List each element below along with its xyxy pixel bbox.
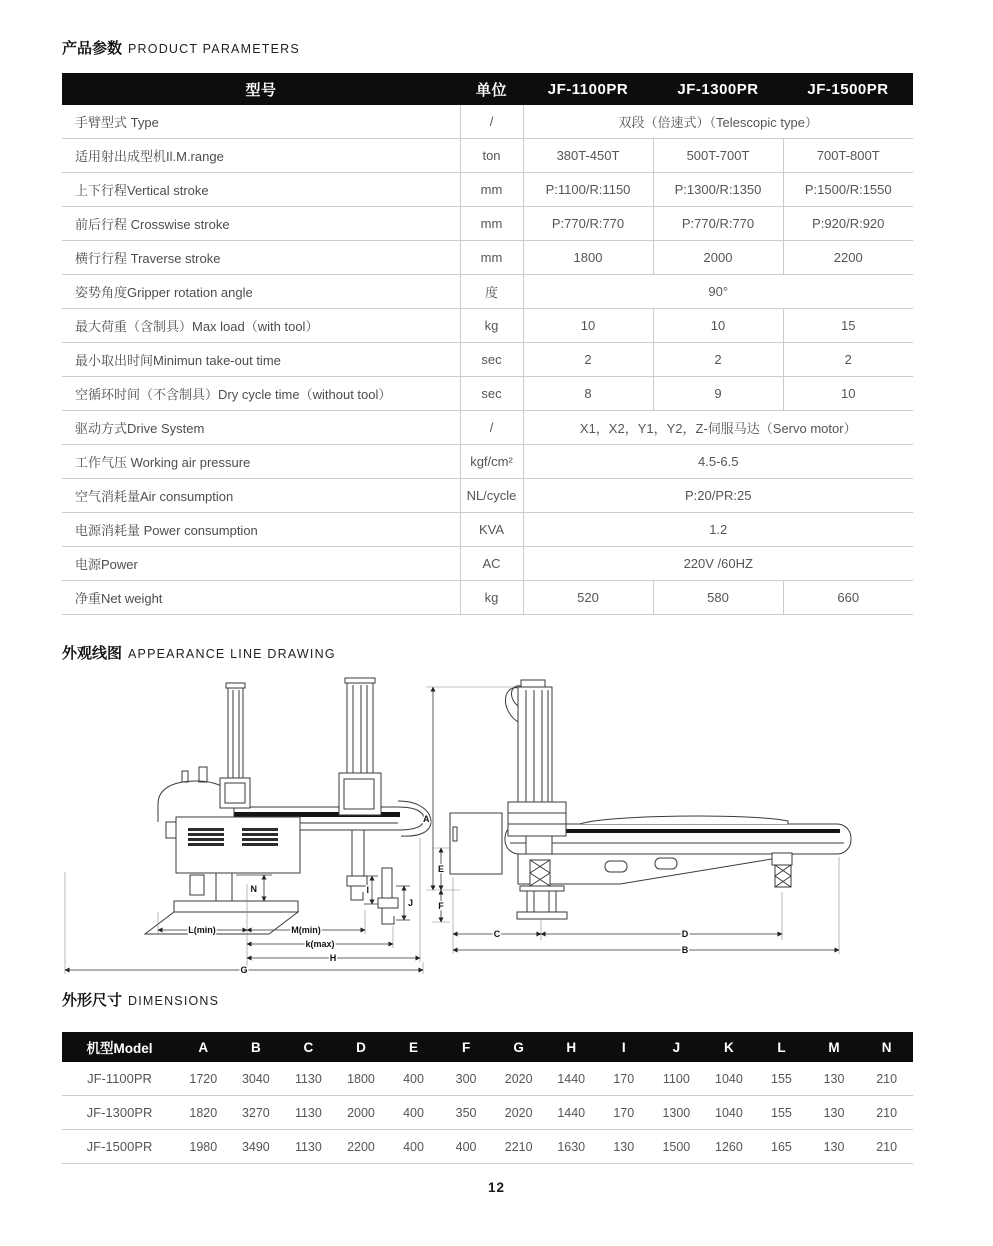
param-label: 姿势角度Gripper rotation angle [62, 275, 460, 309]
param-row-crosswise-stroke [62, 207, 913, 241]
dims-model: JF-1100PR [62, 1062, 177, 1096]
dims-value: 1800 [335, 1062, 388, 1096]
param-unit: ton [460, 139, 523, 173]
param-row-takeout-time [62, 343, 913, 377]
dim-label-m-min: M(min) [291, 925, 321, 935]
dims-value: 1440 [545, 1096, 598, 1130]
section-drawing-title-en: APPEARANCE LINE DRAWING [128, 647, 336, 661]
vertical-arm [347, 830, 367, 900]
dims-header-c: C [282, 1032, 335, 1062]
param-unit: / [460, 411, 523, 445]
pedestal [145, 873, 298, 934]
dims-value: 170 [598, 1062, 651, 1096]
param-unit: KVA [460, 513, 523, 547]
dim-label-a: A [423, 814, 430, 824]
dims-header-h: H [545, 1032, 598, 1062]
section-dimensions-title-en: DIMENSIONS [128, 994, 220, 1008]
dims-header-f: F [440, 1032, 493, 1062]
front-view-drawing [58, 672, 443, 977]
section-dimensions-title [62, 989, 219, 1010]
dims-value: 1820 [177, 1096, 230, 1130]
dims-value: 350 [440, 1096, 493, 1130]
dims-value: 1040 [703, 1062, 756, 1096]
dims-header-model: 机型Model [62, 1032, 177, 1062]
param-value-span: 1.2 [523, 513, 913, 547]
base-frame [518, 853, 772, 884]
dims-header-e: E [387, 1032, 440, 1062]
dims-value: 3270 [230, 1096, 283, 1130]
dims-header-i: I [598, 1032, 651, 1062]
dims-value: 130 [598, 1130, 651, 1164]
section-parameters-title [62, 37, 300, 58]
param-value-span: 双段（倍速式）（Telescopic type） [523, 105, 913, 139]
param-value: 380T-450T [523, 139, 653, 173]
pedestal-side [517, 886, 567, 919]
param-value: 2000 [653, 241, 783, 275]
dims-value: 1130 [282, 1062, 335, 1096]
section-parameters-title-zh: 产品参数 [62, 40, 123, 57]
dims-value: 300 [440, 1062, 493, 1096]
dims-value: 400 [387, 1096, 440, 1130]
param-row-power [62, 547, 913, 581]
param-value: P:1100/R:1150 [523, 173, 653, 207]
dims-value: 2210 [492, 1130, 545, 1164]
dims-value: 1100 [650, 1062, 703, 1096]
param-value: P:770/R:770 [653, 207, 783, 241]
param-label: 上下行程Vertical stroke [62, 173, 460, 207]
dims-value: 1300 [650, 1096, 703, 1130]
param-value: P:770/R:770 [523, 207, 653, 241]
param-unit: kg [460, 581, 523, 615]
dims-value: 210 [860, 1062, 913, 1096]
dimension-j [396, 886, 413, 920]
param-value: 10 [653, 309, 783, 343]
param-value: P:1500/R:1550 [783, 173, 913, 207]
dims-value: 1440 [545, 1062, 598, 1096]
param-label: 空循环时间（不含制具）Dry cycle time（without tool） [62, 377, 460, 411]
param-unit: mm [460, 173, 523, 207]
dim-label-e: E [437, 864, 445, 874]
dims-row-jf1300pr [62, 1096, 913, 1130]
dim-label-h: H [329, 953, 337, 963]
page-number: 12 [487, 1180, 506, 1195]
control-cabinet-side [450, 813, 502, 874]
param-value: 660 [783, 581, 913, 615]
dims-value: 1500 [650, 1130, 703, 1164]
vertical-tower-right [339, 678, 381, 815]
param-row-air-consumption [62, 479, 913, 513]
dims-row-jf1500pr [62, 1130, 913, 1164]
param-label: 净重Net weight [62, 581, 460, 615]
param-value: 2 [783, 343, 913, 377]
param-value: 500T-700T [653, 139, 783, 173]
param-value-span: X1，X2，Y1，Y2，Z-伺服马达（Servo motor） [523, 411, 913, 445]
dims-value: 2200 [335, 1130, 388, 1164]
param-value: 8 [523, 377, 653, 411]
param-row-air-pressure [62, 445, 913, 479]
dims-value: 210 [860, 1130, 913, 1164]
section-drawing-title [62, 642, 336, 663]
param-value-span: 90° [523, 275, 913, 309]
dims-value: 1260 [703, 1130, 756, 1164]
parameters-header-row [62, 73, 913, 105]
param-row-vertical-stroke [62, 173, 913, 207]
param-value: P:1300/R:1350 [653, 173, 783, 207]
dims-header-b: B [230, 1032, 283, 1062]
dims-value: 170 [598, 1096, 651, 1130]
dims-header-n: N [860, 1032, 913, 1062]
param-header-jf1300pr: JF-1300PR [653, 73, 783, 105]
dims-value: 1130 [282, 1096, 335, 1130]
param-label: 驱动方式Drive System [62, 411, 460, 445]
dims-value: 130 [808, 1062, 861, 1096]
dim-label-b: B [681, 945, 689, 955]
side-view-drawing [420, 672, 875, 967]
dims-value: 2020 [492, 1096, 545, 1130]
param-label: 前后行程 Crosswise stroke [62, 207, 460, 241]
dims-value: 1130 [282, 1130, 335, 1164]
dims-value: 400 [440, 1130, 493, 1164]
section-drawing-title-zh: 外观线图 [62, 645, 123, 662]
param-row-drive-system [62, 411, 913, 445]
dimension-n [236, 875, 272, 901]
param-value: 9 [653, 377, 783, 411]
param-label: 最大荷重（含制具）Max load（with tool） [62, 309, 460, 343]
param-unit: NL/cycle [460, 479, 523, 513]
param-value: 10 [523, 309, 653, 343]
dims-value: 3040 [230, 1062, 283, 1096]
param-label: 电源Power [62, 547, 460, 581]
dims-value: 400 [387, 1130, 440, 1164]
parameters-table [62, 73, 913, 615]
param-row-arm-type [62, 105, 913, 139]
param-row-net-weight [62, 581, 913, 615]
param-label: 空气消耗量Air consumption [62, 479, 460, 513]
dims-value: 2000 [335, 1096, 388, 1130]
dim-label-g: G [240, 965, 248, 975]
param-unit: sec [460, 377, 523, 411]
dimensions-table [62, 1032, 913, 1164]
dims-value: 210 [860, 1096, 913, 1130]
dims-value: 130 [808, 1096, 861, 1130]
dims-value: 165 [755, 1130, 808, 1164]
dimensions-header-row [62, 1032, 913, 1062]
dims-value: 1720 [177, 1062, 230, 1096]
vertical-tower-left [220, 683, 250, 808]
dims-value: 400 [387, 1062, 440, 1096]
param-value: 2 [653, 343, 783, 377]
param-label: 电源消耗量 Power consumption [62, 513, 460, 547]
dims-header-a: A [177, 1032, 230, 1062]
param-unit: mm [460, 241, 523, 275]
param-row-traverse-stroke [62, 241, 913, 275]
param-unit: mm [460, 207, 523, 241]
param-header-jf1500pr: JF-1500PR [783, 73, 913, 105]
dims-value: 155 [755, 1062, 808, 1096]
dims-value: 155 [755, 1096, 808, 1130]
param-value: 10 [783, 377, 913, 411]
dims-header-l: L [755, 1032, 808, 1062]
param-header-jf1100pr: JF-1100PR [523, 73, 653, 105]
dims-header-k: K [703, 1032, 756, 1062]
dims-model: JF-1300PR [62, 1096, 177, 1130]
section-parameters-title-en: PRODUCT PARAMETERS [128, 42, 300, 56]
dim-label-f: F [438, 901, 444, 911]
param-value: 1800 [523, 241, 653, 275]
section-dimensions-title-zh: 外形尺寸 [62, 992, 123, 1009]
dim-label-c: C [493, 929, 501, 939]
param-value-span: P:20/PR:25 [523, 479, 913, 513]
param-value: 700T-800T [783, 139, 913, 173]
param-value-span: 220V /60HZ [523, 547, 913, 581]
param-row-dry-cycle [62, 377, 913, 411]
dims-value: 130 [808, 1130, 861, 1164]
param-value: 15 [783, 309, 913, 343]
dims-value: 3490 [230, 1130, 283, 1164]
param-unit: / [460, 105, 523, 139]
dims-header-g: G [492, 1032, 545, 1062]
param-unit: AC [460, 547, 523, 581]
param-value: P:920/R:920 [783, 207, 913, 241]
param-label: 工作气压 Working air pressure [62, 445, 460, 479]
dims-value: 2020 [492, 1062, 545, 1096]
dims-header-d: D [335, 1032, 388, 1062]
param-value: 520 [523, 581, 653, 615]
vertical-tower-side [505, 680, 566, 854]
param-unit: 度 [460, 275, 523, 309]
gripper [378, 868, 398, 924]
dimension-e [432, 848, 450, 890]
dimensions-table-container [62, 1032, 913, 1164]
support-right [772, 853, 792, 887]
param-label: 最小取出时间Minimun take-out time [62, 343, 460, 377]
param-row-max-load [62, 309, 913, 343]
dims-header-m: M [808, 1032, 861, 1062]
param-header-unit-col: 单位 [460, 73, 523, 105]
param-unit: sec [460, 343, 523, 377]
dim-label-d: D [681, 929, 689, 939]
dim-label-i: I [366, 885, 369, 895]
bellows-left [530, 860, 550, 886]
param-row-rotation-angle [62, 275, 913, 309]
param-label: 适用射出成型机Il.M.range [62, 139, 460, 173]
parameters-table-container [62, 73, 913, 615]
dim-label-n: N [250, 884, 257, 894]
param-value-span: 4.5-6.5 [523, 445, 913, 479]
dim-label-j: J [408, 898, 414, 908]
dims-header-j: J [650, 1032, 703, 1062]
param-unit: kgf/cm² [460, 445, 523, 479]
param-value: 2200 [783, 241, 913, 275]
param-label: 手臂型式 Type [62, 105, 460, 139]
param-label: 横行行程 Traverse stroke [62, 241, 460, 275]
dims-value: 1040 [703, 1096, 756, 1130]
param-row-im-range [62, 139, 913, 173]
param-value: 2 [523, 343, 653, 377]
dims-value: 1980 [177, 1130, 230, 1164]
param-header-model-col: 型号 [62, 73, 460, 105]
dims-row-jf1100pr [62, 1062, 913, 1096]
dims-value: 1630 [545, 1130, 598, 1164]
dimension-f [432, 890, 450, 922]
param-row-power-consumption [62, 513, 913, 547]
dims-model: JF-1500PR [62, 1130, 177, 1164]
dim-label-l-min: L(min) [188, 925, 216, 935]
param-value: 580 [653, 581, 783, 615]
param-unit: kg [460, 309, 523, 343]
dim-label-k-max: k(max) [305, 939, 335, 949]
